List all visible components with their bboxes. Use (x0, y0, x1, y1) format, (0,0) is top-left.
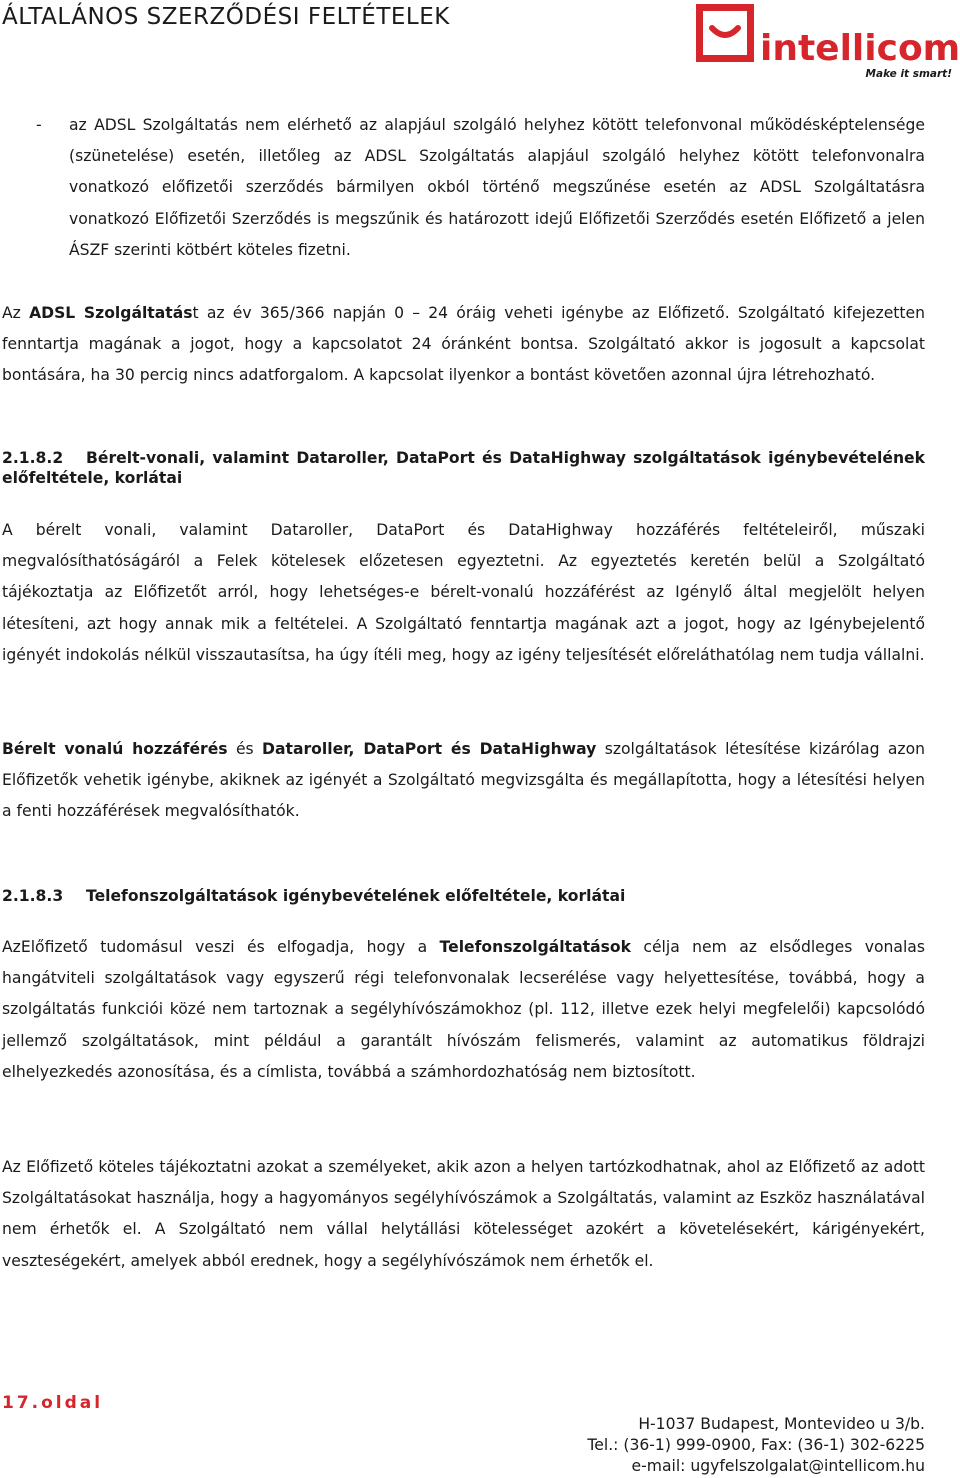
logo-graphic (694, 2, 958, 80)
section-number: 2.1.8.2 (2, 449, 64, 467)
svg-text:Make it smart!: Make it smart! (865, 68, 952, 80)
footer-contact (587, 1414, 925, 1477)
section-number: 2.1.8.3 (2, 887, 64, 905)
section-heading-text: Bérelt-vonali, valamint Dataroller, DataPort és DataHighway szolgáltatások igénybevételének előfeltétele, korlátai (2, 449, 925, 487)
svg-text:intellicom: intellicom (760, 28, 958, 69)
paragraph-leased-line-eligibility: Bérelt vonalú hozzáférés és Dataroller, DataPort és DataHighway szolgáltatások létesítése kizárólag azon Előfizetők vehetik igénybe, akiknek az igényét a Szolgáltató megvizsgálta és megállapította, hogy a létesítési helyen a fenti hozzáférések megvalósíthatók. (2, 740, 926, 821)
paragraph-adsl-availability: Az ADSL Szolgáltatást az év 365/366 napján 0 – 24 óráig veheti igénybe az Előfizető. Szolgáltató kifejezetten fenntartja magának a jogot, hogy a kapcsolatot 24 óránként bontsa. Szolgáltató akkor is jogosult a kapcsolat bontására, ha 30 percig nincs adatforgalom. A kapcsolat ilyenkor a bontást követően azonnal újra létrehozható. (2, 304, 925, 385)
paragraph-leased-line: A bérelt vonali, valamint Dataroller, DataPort és DataHighway hozzáférés feltételeiről, műszaki megvalósíthatóságáról a Felek kötelesek előzetesen egyeztetni. Az egyeztetés keretén belül a Szolgáltató tájékoztatja az Előfizetőt arról, hogy lehetséges-e bérelt-vonalú hozzáférést az Igénylő által megjelölt helyen létesíteni, azt hogy annak mik a feltételei. A Szolgáltató fenntartja magának azt a jogot, hogy az Igénybejelentő igényét indokolás nélkül visszautasítsa, ha úgy ítéli meg, hogy az igény teljesítését előreláthatólag nem tudja vállalni. (2, 521, 925, 664)
paragraph-telephony: AzElőfizető tudomásul veszi és elfogadja, hogy a Telefonszolgáltatások célja nem az elsődleges vonalas hangátviteli szolgáltatások vagy egyszerű régi telefonvonalak lecserélése vagy helyettesítése, továbbá, hogy a szolgáltatás funkciói közé nem tartoznak a segélyhívószámokhoz (pl. 112, illetve ezek helyi megfelelői) kapcsolódó jellemző szolgáltatások, mint például a garantált hívószám felismerés, valamint az automatikus földrajzi elhelyezkedés azonosítása, és a címlista, továbbá a számhordozhatóság nem biztosított. (2, 938, 925, 1081)
section-heading-2-1-8-2 (2, 448, 925, 488)
intellicom-logo (694, 2, 958, 80)
page-number: 17.oldal (2, 1393, 104, 1413)
list-dash: - (36, 116, 42, 134)
paragraph-emergency-numbers: Az Előfizető köteles tájékoztatni azokat a személyeket, akik azon a helyen tartózkodhatnak, ahol az Előfizető az adott Szolgáltatásokat használja, hogy a hagyományos segélyhívószámok a Szolgáltatás, valamint az Eszköz használatával nem érhetők el. A Szolgáltató nem vállal helytállási kötelességet azokért a követelésekért, kárigényekért, veszteségekért, amelyek abból erednek, hogy a segélyhívószámok nem érhetők el. (2, 1158, 925, 1270)
footer-email: e-mail: ugyfelszolgalat@intellicom.hu (631, 1457, 925, 1475)
footer-phone: Tel.: (36-1) 999-0900, Fax: (36-1) 302-6225 (587, 1436, 925, 1454)
footer-address: H-1037 Budapest, Montevideo u 3/b. (638, 1415, 925, 1433)
document-title: ÁLTALÁNOS SZERZŐDÉSI FELTÉTELEK (2, 4, 450, 30)
section-heading-2-1-8-3 (2, 886, 925, 906)
section-heading-text: Telefonszolgáltatások igénybevételének előfeltétele, korlátai (86, 887, 626, 905)
list-item-text: az ADSL Szolgáltatás nem elérhető az alapjául szolgáló helyhez kötött telefonvonal működésképtelensége (szünetelése) esetén, illetőleg az ADSL Szolgáltatás alapjául szolgáló helyhez kötött telefonvonalra vonatkozó előfizetői szerződés bármilyen okból történő megszűnése esetén az ADSL Szolgáltatásra vonatkozó Előfizetői Szerződés is megszűnik és határozott idejű Előfizetői Szerződés esetén Előfizető a jelen ÁSZF szerinti kötbért köteles fizetni. (69, 116, 925, 259)
